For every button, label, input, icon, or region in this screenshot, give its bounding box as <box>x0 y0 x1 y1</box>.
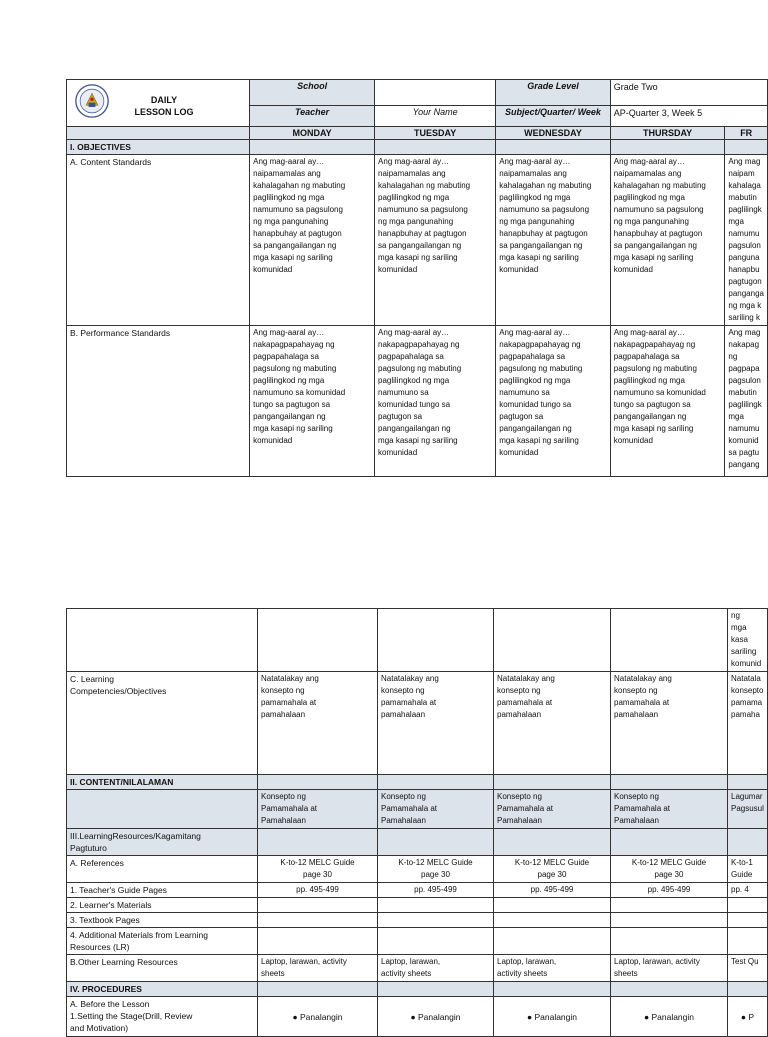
before-lesson-wednesday: ● Panalangin <box>494 997 611 1037</box>
references-tuesday: K-to-12 MELC Guide page 30 <box>378 856 494 883</box>
day-header-tuesday: TUESDAY <box>375 127 496 140</box>
references-label: A. References <box>67 856 258 883</box>
performance-standards-wednesday: Ang mag-aaral ay… nakapagpapahayag ng pagpapahalaga sa pagsulong ng mabuting paglilingkod ng mga namumuno sa komunidad tungo sa pagtugon sa pangangailangan ng mga kasapi ng sariling komunidad <box>496 326 611 477</box>
teacher-label: Teacher <box>250 106 375 127</box>
day-header-blank <box>67 127 250 140</box>
day-header-monday: MONDAY <box>250 127 375 140</box>
other-resources-tuesday: Laptop, larawan, activity sheets <box>378 955 494 982</box>
performance-standards-friday: Ang mag nakapag ng pagpapa pagsulon mabutin paglilingk mga namumu komunid sa pagtu pangang <box>725 326 768 477</box>
references-monday: K-to-12 MELC Guide page 30 <box>258 856 378 883</box>
content-standards-wednesday: Ang mag-aaral ay… naipamamalas ang kahalagahan ng mabuting paglilingkod ng mga namumuno sa pagsulong ng mga pangunahing hanapbuhay at pagtugon sa pangangailangan ng mga kasapi ng sariling komunidad <box>496 155 611 326</box>
lesson-log-table-bottom <box>66 608 768 1037</box>
performance-standards-monday: Ang mag-aaral ay… nakapagpapahayag ng pagpapahalaga sa pagsulong ng mabuting paglilingkod ng mga namumuno sa komunidad tungo sa pagtugon sa pangangailangan ng mga kasapi ng sariling komunidad <box>250 326 375 477</box>
performance-standards-label: B. Performance Standards <box>67 326 250 477</box>
content-friday: Lagumar Pagsusul <box>728 790 768 829</box>
before-lesson-thursday: ● Panalangin <box>611 997 728 1037</box>
textbook-pages-label: 3. Textbook Pages <box>67 913 258 928</box>
performance-standards-thursday: Ang mag-aaral ay… nakapagpapahayag ng pagpapahalaga sa pagsulong ng mabuting paglilingkod ng mga namumuno sa komunidad tungo sa pagtugon sa pangangailangan ng mga kasapi ng sariling komunidad <box>610 326 725 477</box>
subject-label: Subject/Quarter/ Week <box>496 106 611 127</box>
content-standards-label: A. Content Standards <box>67 155 250 326</box>
before-lesson-monday: ● Panalangin <box>258 997 378 1037</box>
title-cell <box>67 80 250 127</box>
title-line-1: DAILY <box>150 95 178 105</box>
other-resources-thursday: Laptop, larawan, activity sheets <box>611 955 728 982</box>
teacher-value: Your Name <box>375 106 496 127</box>
day-header-thursday: THURSDAY <box>610 127 725 140</box>
references-thursday: K-to-12 MELC Guide page 30 <box>611 856 728 883</box>
competency-tuesday: Natatalakay ang konsepto ng pamamahala at pamahalaan <box>378 672 494 775</box>
school-label: School <box>250 80 375 106</box>
grade-level-value: Grade Two <box>610 80 767 106</box>
competency-monday: Natatalakay ang konsepto ng pamamahala at pamahalaan <box>258 672 378 775</box>
competency-thursday: Natatalakay ang konsepto ng pamamahala at pamahalaan <box>611 672 728 775</box>
title-line-2: LESSON LOG <box>134 107 194 117</box>
content-monday: Konsepto ng Pamamahala at Pamahalaan <box>258 790 378 829</box>
teachers-guide-thursday: pp. 495-499 <box>611 883 728 898</box>
performance-standards-tuesday: Ang mag-aaral ay… nakapagpapahayag ng pagpapahalaga sa pagsulong ng mabuting paglilingkod ng mga namumuno sa komunidad tungo sa pagtugon sa pangangailangan ng mga kasapi ng sariling komunidad <box>375 326 496 477</box>
learners-materials-label: 2. Learner's Materials <box>67 898 258 913</box>
teachers-guide-friday: pp. 4 <box>728 883 768 898</box>
before-lesson-label: A. Before the Lesson 1.Setting the Stage(Drill, Review and Motivation) <box>67 997 258 1037</box>
content-standards-friday: Ang mag naipam kahalaga mabutin paglilingk mga namumu pagsulon panguna hanapbu pagtugon panganga ng mga k sariling k <box>725 155 768 326</box>
references-friday: K-to-1 Guide <box>728 856 768 883</box>
content-standards-thursday: Ang mag-aaral ay… naipamamalas ang kahalagahan ng mabuting paglilingkod ng mga namumuno sa pagsulong ng mga pangunahing hanapbuhay at pagtugon sa pangangailangan ng mga kasapi ng sariling komunidad <box>610 155 725 326</box>
teachers-guide-wednesday: pp. 495-499 <box>494 883 611 898</box>
other-resources-label: B.Other Learning Resources <box>67 955 258 982</box>
school-value <box>375 80 496 106</box>
other-resources-monday: Laptop, larawan, activity sheets <box>258 955 378 982</box>
content-tuesday: Konsepto ng Pamamahala at Pamahalaan <box>378 790 494 829</box>
before-lesson-tuesday: ● Panalangin <box>378 997 494 1037</box>
objectives-heading: I. OBJECTIVES <box>67 140 250 155</box>
day-header-wednesday: WEDNESDAY <box>496 127 611 140</box>
day-header-friday: FR <box>725 127 768 140</box>
content-heading: II. CONTENT/NILALAMAN <box>67 775 258 790</box>
procedures-heading: IV. PROCEDURES <box>67 982 258 997</box>
teachers-guide-tuesday: pp. 495-499 <box>378 883 494 898</box>
additional-materials-label: 4. Additional Materials from Learning Resources (LR) <box>67 928 258 955</box>
grade-level-label: Grade Level <box>496 80 611 106</box>
competency-friday: Natatala konsepto pamama pamaha <box>728 672 768 775</box>
subject-value: AP-Quarter 3, Week 5 <box>610 106 767 127</box>
other-resources-wednesday: Laptop, larawan, activity sheets <box>494 955 611 982</box>
content-thursday: Konsepto ng Pamamahala at Pamahalaan <box>611 790 728 829</box>
lesson-log-title <box>129 94 199 118</box>
before-lesson-friday: ● P <box>728 997 768 1037</box>
teachers-guide-monday: pp. 495-499 <box>258 883 378 898</box>
teachers-guide-label: 1. Teacher's Guide Pages <box>67 883 258 898</box>
content-standards-tuesday: Ang mag-aaral ay… naipamamalas ang kahalagahan ng mabuting paglilingkod ng mga namumuno sa pagsulong ng mga pangunahing hanapbuhay at pagtugon sa pangangailangan ng mga kasapi ng sariling komunidad <box>375 155 496 326</box>
lesson-log-table-top <box>66 79 768 477</box>
content-wednesday: Konsepto ng Pamamahala at Pamahalaan <box>494 790 611 829</box>
resources-heading: III.LearningResources/Kagamitang Pagtuturo <box>67 829 258 856</box>
competency-wednesday: Natatalakay ang konsepto ng pamamahala at pamahalaan <box>494 672 611 775</box>
references-wednesday: K-to-12 MELC Guide page 30 <box>494 856 611 883</box>
performance-standards-friday-cont: ng mga kasa sariling komunid <box>728 609 768 672</box>
content-standards-monday: Ang mag-aaral ay… naipamamalas ang kahalagahan ng mabuting paglilingkod ng mga namumuno sa pagsulong ng mga pangunahing hanapbuhay at pagtugon sa pangangailangan ng mga kasapi ng sariling komunidad <box>250 155 375 326</box>
deped-seal-icon <box>75 84 109 118</box>
learning-competencies-label: C. Learning Competencies/Objectives <box>67 672 258 775</box>
other-resources-friday: Test Qu <box>728 955 768 982</box>
